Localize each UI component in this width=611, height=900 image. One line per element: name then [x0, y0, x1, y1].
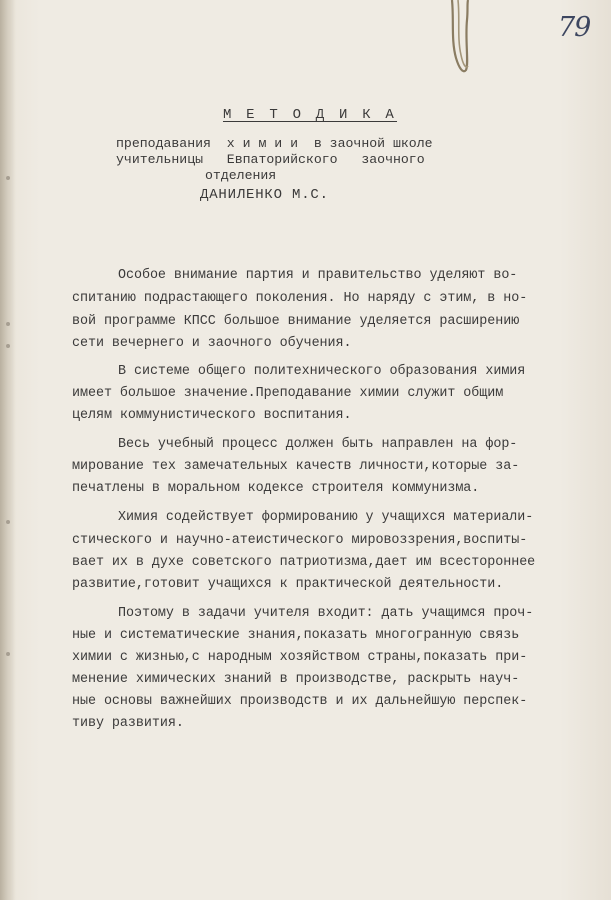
document-title: М Е Т О Д И К А	[222, 107, 398, 123]
binding-hole	[6, 322, 10, 326]
subtitle-line: отделения	[205, 168, 277, 183]
paragraph-line: Весь учебный процесс должен быть направлен на фор-	[118, 437, 518, 452]
paragraph-line: развитие,готовит учащихся к практической деятельности.	[72, 577, 504, 592]
subtitle-line: учительницы Евпаторийского заочного	[116, 152, 425, 167]
paragraph-line: ные основы важнейших производств и их дальнейшую перспек-	[72, 694, 528, 709]
paragraph-line: Особое внимание партия и правительство уделяют во-	[118, 268, 518, 283]
binding-edge	[0, 0, 16, 900]
paragraph-line: сети вечернего и заочного обучения.	[72, 336, 352, 351]
binding-thread	[448, 0, 482, 80]
paragraph-line: тиву развития.	[72, 716, 184, 731]
paragraph-line: В системе общего политехнического образования химия	[118, 364, 526, 379]
paragraph-line: имеет большое значение.Преподавание химии служит общим	[72, 386, 504, 401]
page-number: 79	[558, 12, 591, 43]
paragraph-line: Химия содействует формированию у учащихся материали-	[118, 510, 534, 525]
paragraph-line: спитанию подрастающего поколения. Но наряду с этим, в но-	[72, 291, 528, 306]
paragraph-line: менение химических знаний в производстве, раскрыть науч-	[72, 672, 520, 687]
binding-hole	[6, 520, 10, 524]
author-name: ДАНИЛЕНКО М.С.	[200, 187, 329, 203]
paragraph-line: печатлены в моральном кодексе строителя коммунизма.	[72, 481, 480, 496]
paragraph-line: стического и научно-атеистического мировоззрения,воспиты-	[72, 533, 528, 548]
paragraph-line: целям коммунистического воспитания.	[72, 408, 352, 423]
binding-hole	[6, 652, 10, 656]
paragraph-line: мирование тех замечательных качеств личности,которые за-	[72, 459, 520, 474]
binding-hole	[6, 176, 10, 180]
subtitle-line: преподавания х и м и и в заочной школе	[116, 136, 433, 151]
paragraph-line: вой программе КПСС большое внимание уделяется расширению	[72, 314, 520, 329]
paragraph-line: вает их в духе советского патриотизма,дает им всестороннее	[72, 555, 536, 570]
paragraph-line: Поэтому в задачи учителя входит: дать учащимся проч-	[118, 606, 534, 621]
binding-hole	[6, 344, 10, 348]
paragraph-line: химии с жизнью,с народным хозяйством страны,показать при-	[72, 650, 528, 665]
paragraph-line: ные и систематические знания,показать многогранную связь	[72, 628, 520, 643]
